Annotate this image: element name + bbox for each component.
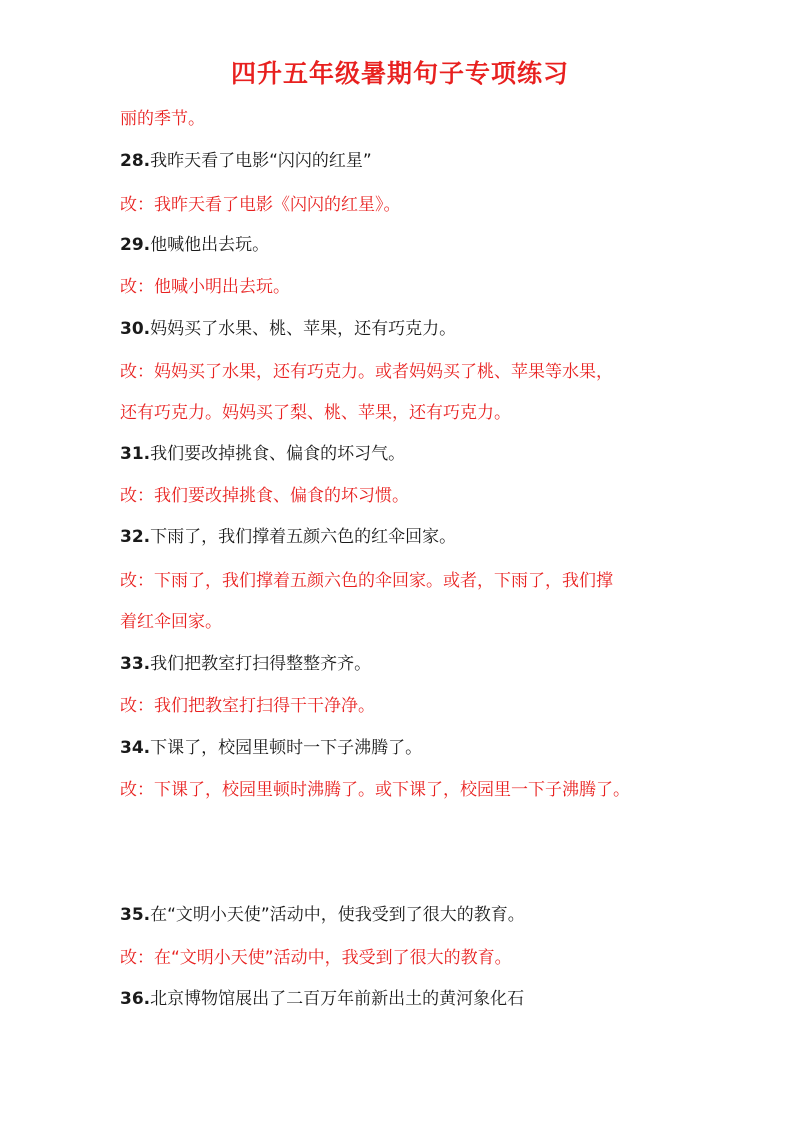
answer-32-line-2 [120,609,222,635]
question-text: 他喊他出去玩。 [150,235,270,255]
answer-text: 改：他喊小明出去玩。 [120,277,290,297]
answer-text: 改：在“文明小天使”活动中，我受到了很大的教育。 [120,948,512,968]
answer-35 [120,945,512,971]
question-32 [120,524,456,550]
question-number: 30. [120,319,151,339]
answer-32-line-1 [120,568,613,594]
answer-34 [120,777,630,803]
answer-text: 丽的季节。 [120,109,205,129]
question-28 [120,148,372,174]
answer-text: 着红伞回家。 [120,612,222,632]
question-number: 36. [120,989,151,1009]
question-text: 下课了，校园里顿时一下子沸腾了。 [150,738,423,758]
answer-30-line-2 [120,400,511,426]
answer-31 [120,483,409,509]
answer-text: 改：妈妈买了水果，还有巧克力。或者妈妈买了桃、苹果等水果， [120,362,613,382]
answer-text: 改：我昨天看了电影《闪闪的红星》。 [120,195,401,215]
question-number: 28. [120,151,151,171]
answer-text: 改：下雨了，我们撑着五颜六色的伞回家。或者，下雨了，我们撑 [120,571,613,591]
question-31 [120,441,405,467]
question-text: 在“文明小天使”活动中，使我受到了很大的教育。 [150,905,525,925]
question-text: 北京博物馆展出了二百万年前新出土的黄河象化石 [150,989,525,1009]
question-number: 32. [120,527,151,547]
question-33 [120,651,371,677]
question-30 [120,316,456,342]
answer-30-line-1 [120,359,613,385]
question-text: 妈妈买了水果、桃、苹果，还有巧克力。 [150,319,457,339]
answer-text: 改：我们把教室打扫得干干净净。 [120,696,375,716]
answer-text: 改：我们要改掉挑食、偏食的坏习惯。 [120,486,409,506]
question-number: 31. [120,444,151,464]
question-number: 33. [120,654,151,674]
question-36 [120,986,524,1012]
answer-28 [120,192,401,218]
page-title: 四升五年级暑期句子专项练习 [230,59,569,88]
question-text: 我昨天看了电影“闪闪的红星” [150,151,372,171]
question-34 [120,735,422,761]
answer-line-cont [120,106,205,132]
question-text: 下雨了，我们撑着五颜六色的红伞回家。 [150,527,457,547]
answer-text: 改：下课了，校园里顿时沸腾了。或下课了，校园里一下子沸腾了。 [120,780,630,800]
answer-text: 还有巧克力。妈妈买了梨、桃、苹果，还有巧克力。 [120,403,511,423]
question-text: 我们把教室打扫得整整齐齐。 [150,654,372,674]
question-text: 我们要改掉挑食、偏食的坏习气。 [150,444,406,464]
question-number: 35. [120,905,151,925]
answer-33 [120,693,375,719]
answer-29 [120,274,290,300]
question-number: 29. [120,235,151,255]
question-35 [120,902,525,928]
question-29 [120,232,269,258]
question-number: 34. [120,738,151,758]
